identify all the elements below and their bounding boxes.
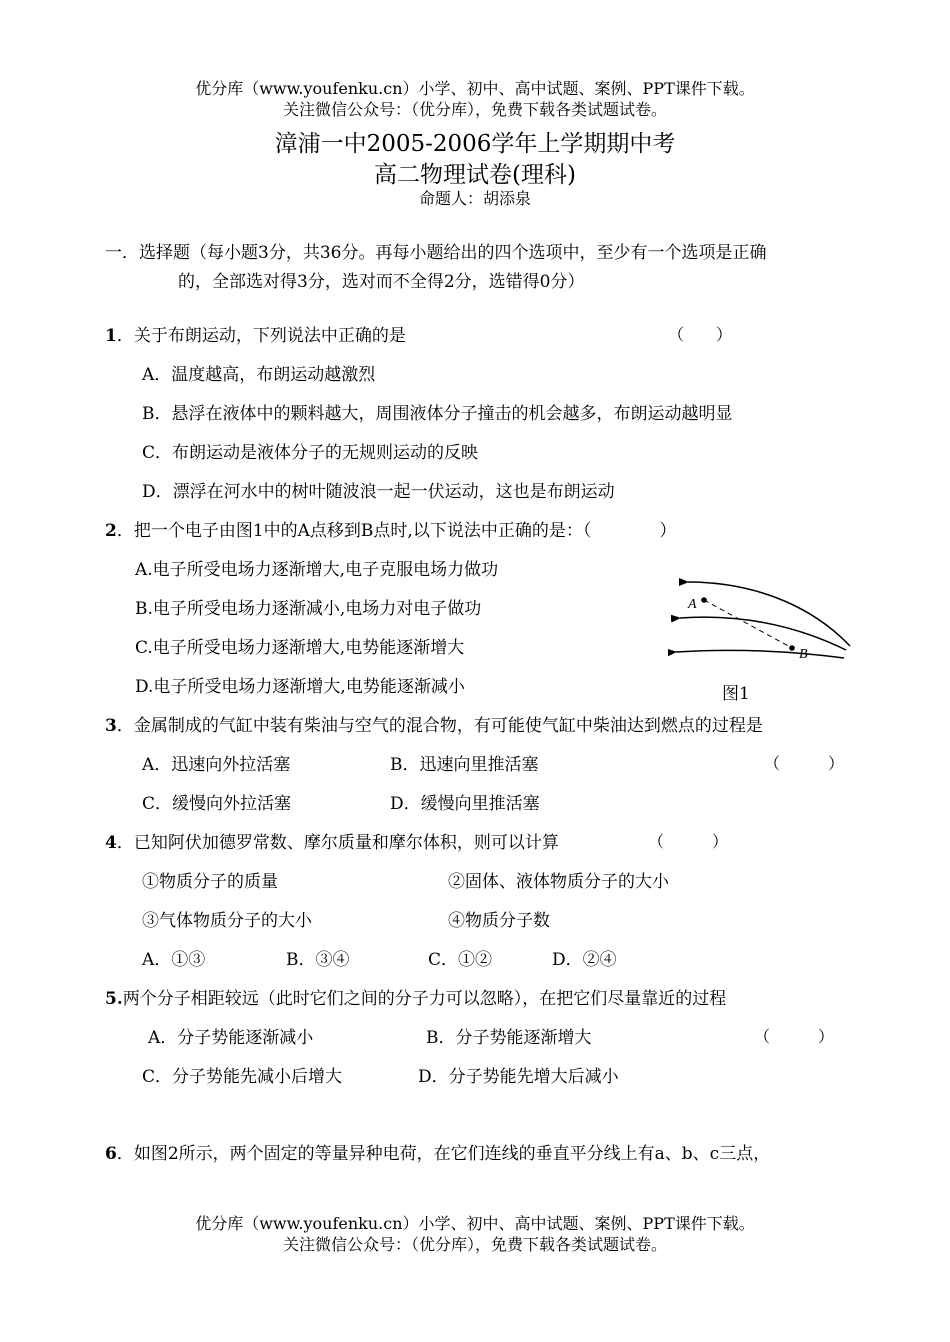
- exam-subtitle: 高二物理试卷(理科): [374, 162, 576, 188]
- question-5-option-c: C．分子势能先减小后增大: [142, 1067, 343, 1087]
- question-1-stem: ．关于布朗运动，下列说法中正确的是: [116, 326, 406, 346]
- header-line-1: 优分库（www.youfenku.cn）小学、初中、高中试题、案例、PPT课件下载。: [195, 79, 755, 98]
- question-2-stem: ．把一个电子由图1中的A点移到B点时,以下说法中正确的是：（ ）: [116, 521, 677, 541]
- question-5: [105, 984, 726, 1009]
- question-1-option-a: A．温度越高，布朗运动越激烈: [142, 365, 376, 385]
- question-6-stem: ．如图2所示，两个固定的等量异种电荷，在它们连线的垂直平分线上有a、b、c三点，: [116, 1144, 771, 1164]
- question-3-answer-bracket: （ ）: [764, 754, 845, 773]
- question-1: [105, 321, 406, 346]
- question-3-option-d: D．缓慢向里推活塞: [390, 794, 540, 814]
- footer-line-2: 关注微信公众号：（优分库），免费下载各类试题试卷。: [282, 1235, 667, 1254]
- dashed-path-a-to-b: [704, 600, 792, 648]
- exam-title: 漳浦一中2005-2006学年上学期期中考: [274, 131, 676, 157]
- question-2-option-d: D.电子所受电场力逐渐增大,电势能逐渐减小: [135, 677, 465, 697]
- question-4-item-4: ④物质分子数: [448, 911, 550, 931]
- question-3-option-b: B．迅速向里推活塞: [390, 755, 539, 775]
- question-3: [105, 711, 763, 736]
- question-1-option-b: B．悬浮在液体中的颗料越大，周围液体分子撞击的机会越多，布朗运动越明显: [142, 404, 733, 424]
- question-3-stem: ．金属制成的气缸中装有柴油与空气的混合物，有可能使气缸中柴油达到燃点的过程是: [116, 716, 763, 736]
- question-4-number: 4: [105, 833, 117, 853]
- question-4: [105, 828, 559, 853]
- question-5-number: 5.: [105, 989, 123, 1009]
- question-4-option-d: D．②④: [552, 950, 617, 970]
- question-1-answer-bracket: （ ）: [668, 325, 733, 344]
- question-2-option-a: A.电子所受电场力逐渐增大,电子克服电场力做功: [135, 560, 499, 580]
- section-instructions-line-2: 的，全部选对得3分，选对而不全得2分，选错得0分）: [178, 272, 585, 292]
- question-2-option-b: B.电子所受电场力逐渐减小,电场力对电子做功: [135, 599, 482, 619]
- question-4-option-c: C．①②: [428, 950, 493, 970]
- question-5-option-a: A．分子势能逐渐减小: [148, 1028, 314, 1048]
- question-2: [105, 516, 676, 541]
- point-b-label: B: [799, 647, 808, 662]
- point-b: [789, 645, 795, 651]
- point-a-label: A: [688, 597, 697, 612]
- question-5-option-b: B．分子势能逐渐增大: [426, 1028, 592, 1048]
- question-6-number: 6: [105, 1144, 117, 1164]
- question-4-option-a: A．①③: [142, 950, 206, 970]
- question-5-option-d: D．分子势能先增大后减小: [418, 1067, 619, 1087]
- figure-1-field-lines: [668, 572, 868, 672]
- question-4-answer-bracket: （ ）: [648, 832, 729, 851]
- question-3-number: 3: [105, 716, 117, 736]
- question-1-option-d: D．漂浮在河水中的树叶随波浪一起一伏运动，这也是布朗运动: [142, 482, 615, 502]
- question-2-number: 2: [105, 521, 117, 541]
- question-6: [105, 1139, 770, 1164]
- question-5-stem: 两个分子相距较远（此时它们之间的分子力可以忽略），在把它们尽量靠近的过程: [122, 989, 727, 1009]
- footer-line-1: 优分库（www.youfenku.cn）小学、初中、高中试题、案例、PPT课件下载。: [195, 1214, 755, 1233]
- question-4-stem: ．已知阿伏加德罗常数、摩尔质量和摩尔体积，则可以计算: [116, 833, 559, 853]
- question-5-answer-bracket: （ ）: [754, 1027, 835, 1046]
- question-3-option-a: A．迅速向外拉活塞: [142, 755, 291, 775]
- question-1-option-c: C．布朗运动是液体分子的无规则运动的反映: [142, 443, 479, 463]
- field-line-bottom: [676, 650, 844, 658]
- question-1-number: 1: [105, 326, 117, 346]
- question-4-option-b: B．③④: [286, 950, 350, 970]
- header-line-2: 关注微信公众号：（优分库），免费下载各类试题试卷。: [282, 100, 667, 119]
- question-3-option-c: C．缓慢向外拉活塞: [142, 794, 292, 814]
- point-a: [701, 597, 707, 603]
- question-4-item-3: ③气体物质分子的大小: [142, 911, 312, 931]
- exam-author: 命题人：胡添泉: [418, 189, 531, 208]
- section-instructions-line-1: 一．选择题（每小题3分，共36分。再每小题给出的四个选项中，至少有一个选项是正确: [105, 243, 767, 263]
- question-2-option-c: C.电子所受电场力逐渐增大,电势能逐渐增大: [135, 638, 465, 658]
- question-4-item-2: ②固体、液体物质分子的大小: [448, 872, 669, 892]
- figure-1-caption: 图1: [722, 684, 750, 704]
- question-4-item-1: ①物质分子的质量: [142, 872, 278, 892]
- field-line-top: [688, 582, 850, 646]
